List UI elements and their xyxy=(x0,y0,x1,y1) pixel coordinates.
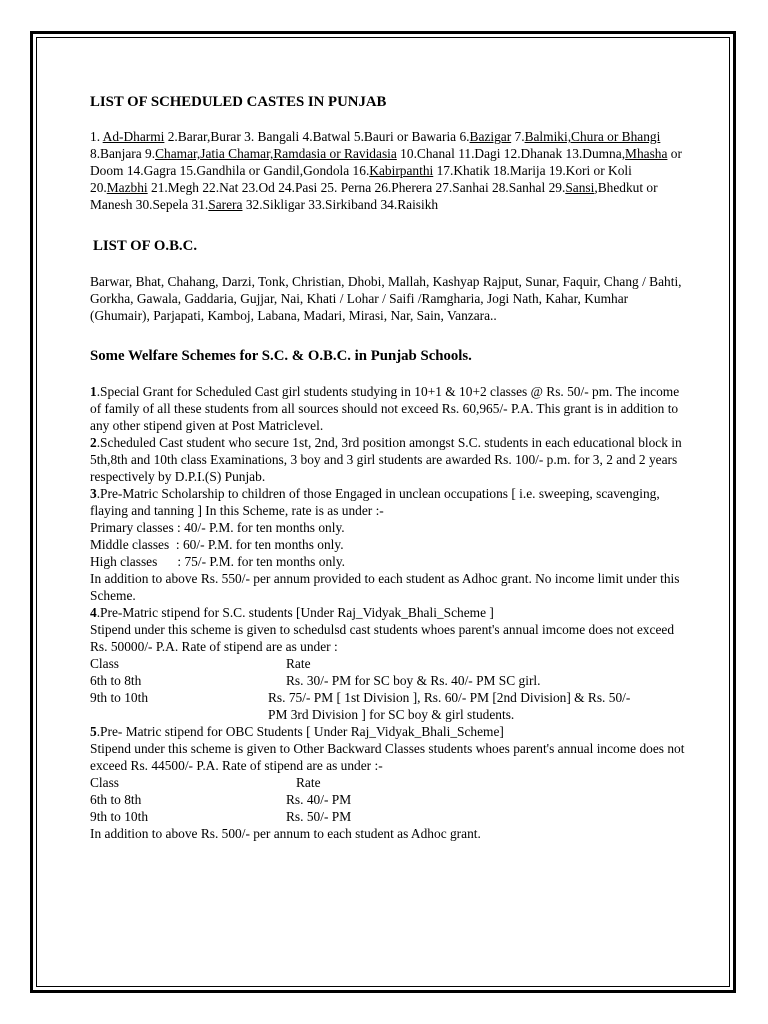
caste-list-text: or Doom 14.Gagra 15.Gandhila or Gandil,Gondola 16. xyxy=(90,146,682,178)
rate-header: Rate xyxy=(286,656,311,671)
scheme-1 xyxy=(90,383,690,434)
schemes-title: Some Welfare Schemes for S.C. & O.B.C. in Punjab Schools. xyxy=(90,348,472,364)
scheme-3-text: .Pre-Matric Scholarship to children of those Engaged in unclean occupations [ i.e. sweeping, scavenging, flaying and tanning ] In this Scheme, rate is as under :- xyxy=(90,486,660,518)
caste-list-text: 10.Chanal 11.Dagi 12.Dhanak 13.Dumna, xyxy=(396,146,626,161)
scheme-3-number: 3 xyxy=(90,486,97,501)
caste-list-text: 2.Barar,Burar 3. Bangali 4.Batwal 5.Bauri or Bawaria 6. xyxy=(164,129,470,144)
scheme-3-rate-middle: Middle classes : 60/- P.M. for ten months only. xyxy=(90,537,344,552)
rate-cell: Rs. 40/- PM xyxy=(286,792,352,807)
scheme-5-title: .Pre- Matric stipend for OBC Students [ Under Raj_Vidyak_Bhali_Scheme] xyxy=(96,724,504,739)
rate-cell-continued: PM 3rd Division ] for SC boy & girl students. xyxy=(268,707,515,722)
caste-entry-underlined: Bazigar xyxy=(469,129,512,144)
scheme-4-text: Stipend under this scheme is given to schedulsd cast students whoes parent's annual imcome does not exceed Rs. 50000/- P.A. Rate of stipend are as under : xyxy=(90,622,675,654)
scheme-2 xyxy=(90,434,690,485)
document-content xyxy=(90,93,690,842)
scheme-5 xyxy=(90,723,690,842)
scheme-2-number: 2 xyxy=(90,435,97,450)
caste-entry-underlined: Balmiki,Chura or Bhangi xyxy=(524,129,661,144)
sc-list xyxy=(90,128,690,213)
table-row xyxy=(90,689,690,706)
scheme-4-title: .Pre-Matric stipend for S.C. students [Under Raj_Vidyak_Bhali_Scheme ] xyxy=(96,605,494,620)
rate-cell: Rs. 50/- PM xyxy=(286,809,352,824)
class-cell: 6th to 8th xyxy=(90,792,142,807)
class-cell: 9th to 10th xyxy=(90,690,149,705)
sc-list-title: LIST OF SCHEDULED CASTES IN PUNJAB xyxy=(90,94,387,110)
scheme-3-note: In addition to above Rs. 550/- per annum provided to each student as Adhoc grant. No income limit under this Scheme. xyxy=(90,571,680,603)
caste-entry-underlined: Mazbhi xyxy=(106,180,148,195)
class-cell: 9th to 10th xyxy=(90,809,149,824)
caste-list-text: 8.Banjara 9. xyxy=(90,146,156,161)
caste-list-text: ,Bhedkut or Manesh 30.Sepela 31. xyxy=(90,180,658,212)
scheme-1-number: 1 xyxy=(90,384,97,399)
caste-entry-underlined: Sarera xyxy=(208,197,243,212)
caste-list-text: 17.Khatik 18.Marija 19.Kori or Koli 20. xyxy=(90,163,632,195)
caste-entry-underlined: Chamar,Jatia Chamar,Ramdasia or Ravidasia xyxy=(155,146,397,161)
caste-entry-underlined: Sansi xyxy=(565,180,595,195)
class-header: Class xyxy=(90,656,120,671)
obc-list-title: LIST OF O.B.C. xyxy=(93,238,198,254)
scheme-4-table-header xyxy=(90,655,690,672)
caste-entry-underlined: Mhasha xyxy=(625,146,668,161)
caste-list-text: 32.Sikligar 33.Sirkiband 34.Raisikh xyxy=(242,197,439,212)
scheme-1-text: .Special Grant for Scheduled Cast girl students studying in 10+1 & 10+2 classes @ Rs. 50/- pm. The income of family of all these students from all sources should not exceed Rs. 60,965/- P.A. This grant is in addition to any other stipend given at Post Matriclevel. xyxy=(90,384,680,433)
scheme-3 xyxy=(90,485,690,604)
class-cell: 6th to 8th xyxy=(90,673,142,688)
rate-cell: Rs. 30/- PM for SC boy & Rs. 40/- PM SC girl. xyxy=(286,673,541,688)
scheme-4 xyxy=(90,604,690,723)
table-row xyxy=(90,672,690,689)
scheme-5-number: 5 xyxy=(90,724,97,739)
scheme-5-note: In addition to above Rs. 500/- per annum to each student as Adhoc grant. xyxy=(90,826,481,841)
rate-header: Rate xyxy=(296,775,321,790)
table-row xyxy=(90,791,690,808)
rate-cell: Rs. 75/- PM [ 1st Division ], Rs. 60/- PM [2nd Division] & Rs. 50/- xyxy=(268,690,631,705)
scheme-2-text: .Scheduled Cast student who secure 1st, 2nd, 3rd position amongst S.C. students in each educational block in 5th,8th and 10th class Examinations, 3 boy and 3 girl students are awarded Rs. 100/- p.m. for 3, 2 and 2 years respectively by D.P.I.(S) Punjab. xyxy=(90,435,682,484)
obc-list: Barwar, Bhat, Chahang, Darzi, Tonk, Christian, Dhobi, Mallah, Kashyap Rajput, Sunar, Faquir, Chang / Bahti, Gorkha, Gawala, Gaddaria, Gujjar, Nai, Khati / Lohar / Saifi /Ramgharia, Jogi Nath, Kahar, Kumhar (Ghumair), Parjapati, Kamboj, Labana, Madari, Mirasi, Nar, Sain, Vanzara.. xyxy=(90,274,682,323)
scheme-3-rate-high: High classes : 75/- P.M. for ten months only. xyxy=(90,554,346,569)
scheme-5-text: Stipend under this scheme is given to Other Backward Classes students whoes parent's annual income does not exceed Rs. 44500/- P.A. Rate of stipend are as under :- xyxy=(90,741,685,773)
caste-list-text: 7. xyxy=(511,129,525,144)
caste-list-text: 21.Megh 22.Nat 23.Od 24.Pasi 25. Perna 26.Pherera 27.Sanhai 28.Sanhal 29. xyxy=(147,180,566,195)
class-header: Class xyxy=(90,775,120,790)
scheme-5-table-header xyxy=(90,774,690,791)
caste-entry-underlined: Ad-Dharmi xyxy=(102,129,165,144)
scheme-4-number: 4 xyxy=(90,605,97,620)
caste-entry-underlined: Kabirpanthi xyxy=(369,163,434,178)
caste-list-text: 1. xyxy=(90,129,103,144)
table-row xyxy=(90,808,690,825)
scheme-3-rate-primary: Primary classes : 40/- P.M. for ten months only. xyxy=(90,520,345,535)
